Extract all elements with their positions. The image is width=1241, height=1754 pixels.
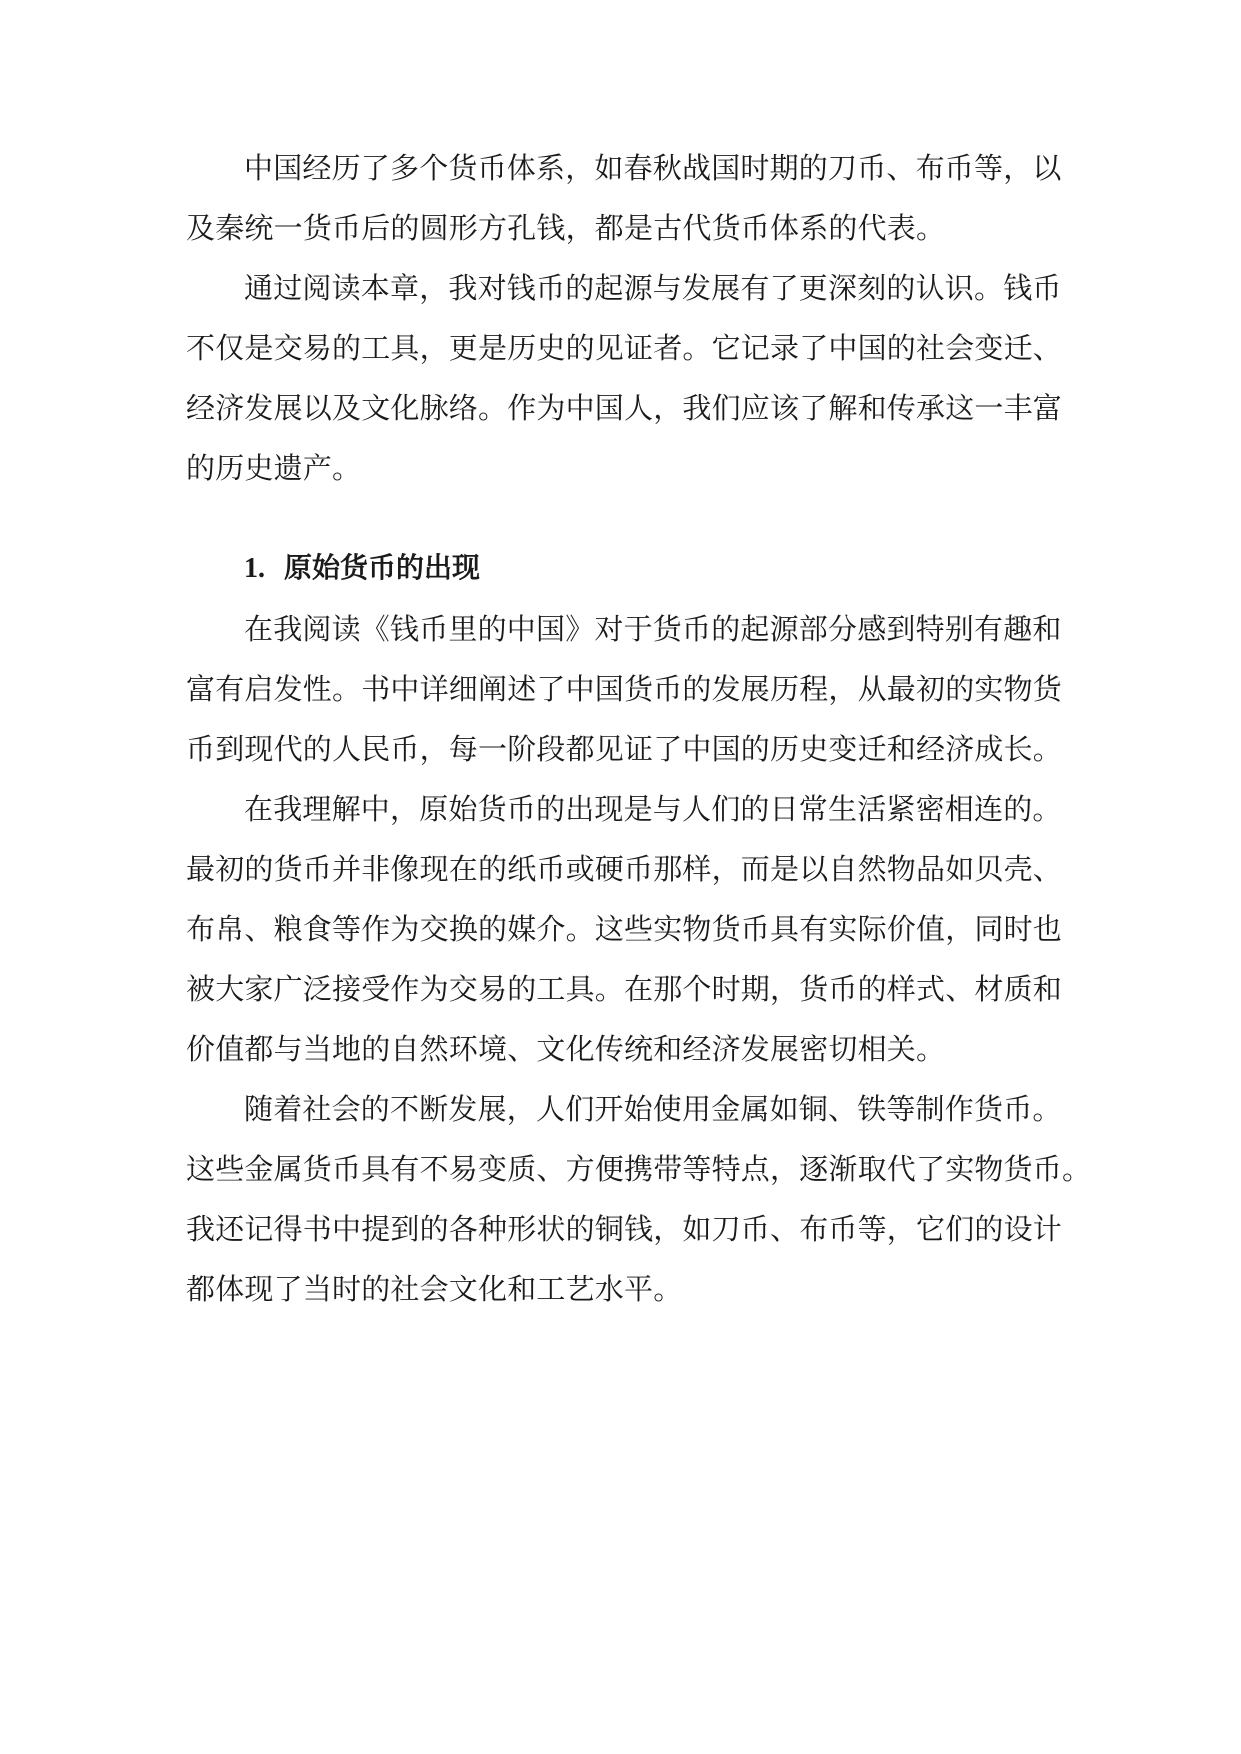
text-line: 我还记得书中提到的各种形状的铜钱，如刀币、布币等，它们的设计 (186, 1212, 1063, 1246)
paragraph-book-intro (186, 599, 1063, 779)
document-body (186, 138, 1092, 1319)
text-line: 最初的货币并非像现在的纸币或硬币那样，而是以自然物品如贝壳、 (186, 852, 1063, 886)
text-line: 经济发展以及文化脉络。作为中国人，我们应该了解和传承这一丰富 (186, 391, 1063, 425)
text-line: 价值都与当地的自然环境、文化传统和经济发展密切相关。 (186, 1032, 946, 1066)
text-line: 及秦统一货币后的圆形方孔钱，都是古代货币体系的代表。 (186, 211, 946, 245)
section-heading (186, 538, 1054, 599)
text-line: 在我理解中，原始货币的出现是与人们的日常生活紧密相连的。 (244, 792, 1062, 826)
paragraph-metal-currency (186, 1079, 1092, 1319)
text-line: 随着社会的不断发展，人们开始使用金属如铜、铁等制作货币。 (244, 1092, 1062, 1126)
text-line: 在我阅读《钱币里的中国》对于货币的起源部分感到特别有趣和 (244, 612, 1062, 646)
section-title: 原始货币的出现 (284, 551, 481, 584)
paragraph-primitive-currency (186, 779, 1063, 1079)
text-line: 布帛、粮食等作为交换的媒介。这些实物货币具有实际价值，同时也 (186, 912, 1063, 946)
text-line: 的历史遗产。 (186, 451, 362, 485)
text-line: 不仅是交易的工具，更是历史的见证者。它记录了中国的社会变迁、 (186, 331, 1063, 365)
section-number: 1. (244, 553, 265, 584)
text-line: 币到现代的人民币，每一阶段都见证了中国的历史变迁和经济成长。 (186, 732, 1063, 766)
text-line: 富有启发性。书中详细阐述了中国货币的发展历程，从最初的实物货 (186, 672, 1063, 706)
text-line: 都体现了当时的社会文化和工艺水平。 (186, 1272, 683, 1306)
text-line: 这些金属货币具有不易变质、方便携带等特点，逐渐取代了实物货币。 (186, 1152, 1092, 1186)
paragraph-chapter-reflection (186, 258, 1063, 498)
text-line: 被大家广泛接受作为交易的工具。在那个时期，货币的样式、材质和 (186, 972, 1063, 1006)
paragraph-currency-systems (186, 138, 1062, 258)
text-line: 中国经历了多个货币体系，如春秋战国时期的刀币、布币等，以 (244, 151, 1062, 185)
text-line: 通过阅读本章，我对钱币的起源与发展有了更深刻的认识。钱币 (244, 271, 1062, 305)
